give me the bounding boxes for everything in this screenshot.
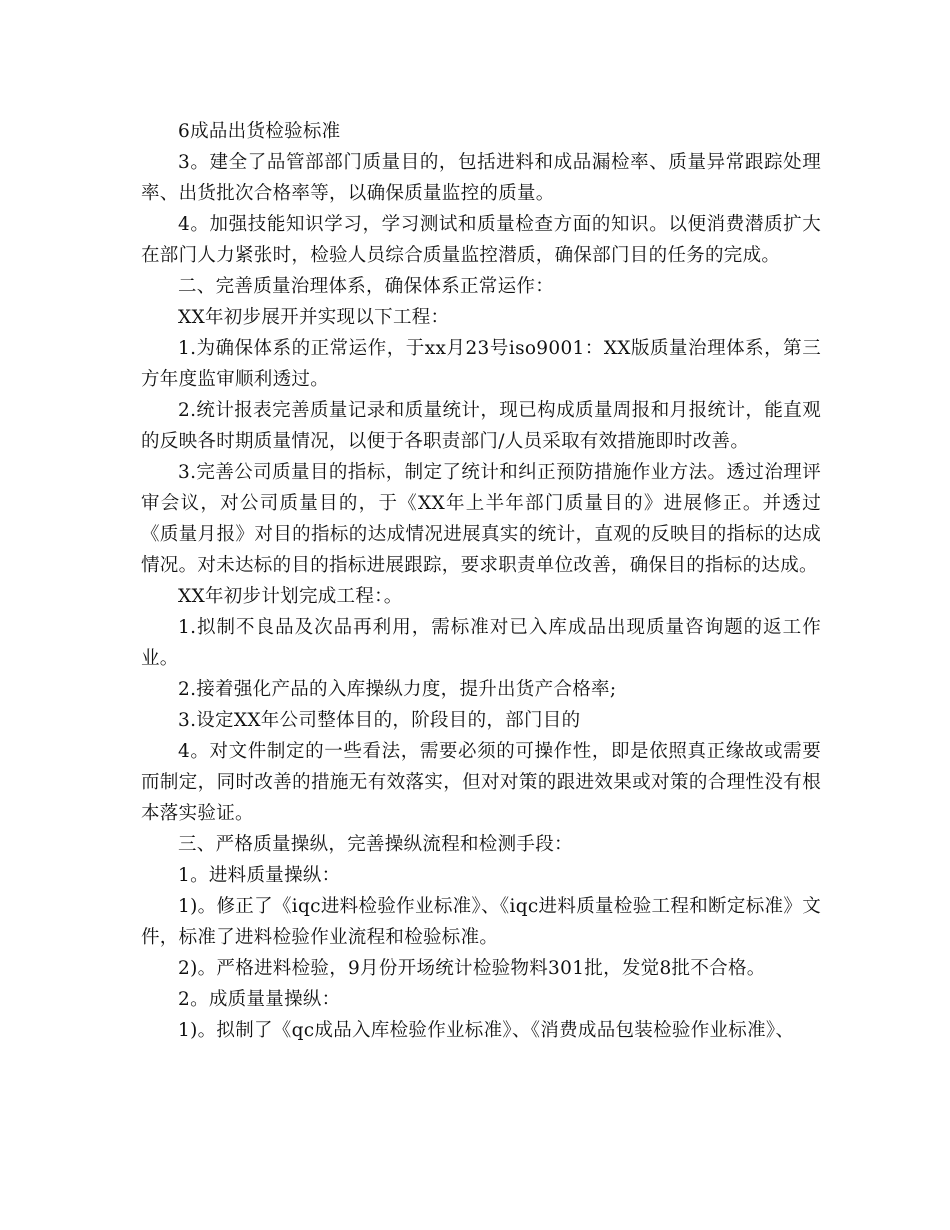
paragraph-intro-projects: XX年初步展开并实现以下工程： (178, 307, 450, 328)
paragraph-plan-3: 3.设定XX年公司整体目的，阶段目的，部门目的 (178, 710, 581, 731)
paragraph-project-3: 3.完善公司质量目的指标，制定了统计和纠正预防措施作业方法。透过治理评审会议，对公司质量目的，于《XX年上半年部门质量目的》进展修正。并透过《质量月报》对目的指标的达成情况进展真实的统计，直观的反映目的指标的达成情况。对未达标的目的指标进展跟踪，要求职责单位改善，确保目的指标的达成。 (141, 462, 821, 576)
paragraph-incoming-2: 2)。严格进料检验，9月份开场统计检验物料301批，发觉8批不合格。 (178, 958, 766, 979)
subheading-finished-quality: 2。成质量量操纵： (178, 989, 341, 1010)
paragraph-plan-1: 1.拟制不良品及次品再利用，需标准对已入库成品出现质量咨询题的返工作业。 (141, 617, 821, 669)
subheading-incoming-quality: 1。进料质量操纵： (178, 865, 341, 886)
section-heading-2: 二、完善质量治理体系，确保体系正常运作： (178, 276, 555, 297)
paragraph-project-2: 2.统计报表完善质量记录和质量统计，现已构成质量周报和月报统计，能直观的反映各时期质量情况，以便于各职责部门/人员采取有效措施即时改善。 (141, 400, 821, 452)
paragraph-plan-4: 4。对文件制定的一些看法，需要必须的可操作性，即是依照真正缘故或需要而制定，同时改善的措施无有效落实，但对对策的跟进效果或对策的合理性没有根本落实验证。 (141, 741, 821, 824)
paragraph-item-4: 4。加强技能知识学习，学习测试和质量检查方面的知识。以便消费潜质扩大在部门人力紧张时，检验人员综合质量监控潜质，确保部门目的任务的完成。 (141, 214, 821, 266)
paragraph-plan-2: 2.接着强化产品的入库操纵力度，提升出货产合格率; (178, 679, 617, 700)
section-heading-3: 三、严格质量操纵，完善操纵流程和检测手段： (178, 834, 573, 855)
paragraph-item-3: 3。建全了品管部部门质量目的，包括进料和成品漏检率、质量异常跟踪处理率、出货批次合格率等，以确保质量监控的质量。 (141, 152, 821, 204)
paragraph-heading-6: 6成品出货检验标准 (178, 121, 341, 142)
paragraph-project-1: 1.为确保体系的正常运作，于xx月23号iso9001：XX版质量治理体系，第三方年度监审顺利透过。 (141, 338, 821, 390)
paragraph-plan-intro: XX年初步计划完成工程：。 (178, 586, 403, 607)
paragraph-finished-1: 1)。拟制了《qc成品入库检验作业标准》、《消费成品包装检验作业标准》、 (178, 1020, 795, 1041)
document-body (141, 116, 821, 1046)
paragraph-incoming-1: 1)。修正了《iqc进料检验作业标准》、《iqc进料质量检验工程和断定标准》文件，标准了进料检验作业流程和检验标准。 (141, 896, 821, 948)
